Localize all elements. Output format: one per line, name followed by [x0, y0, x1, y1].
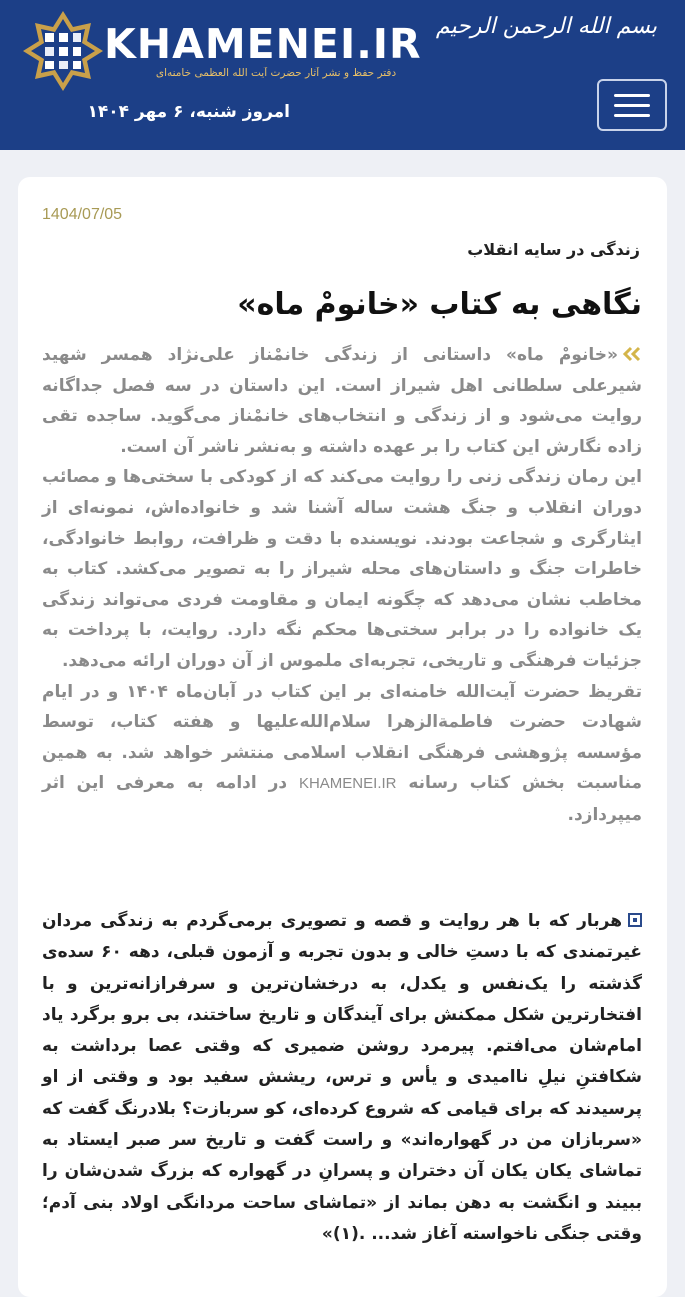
logo-subtitle: دفتر حفظ و نشر آثار حضرت آیت الله العظمی خامنه‌ای: [155, 67, 397, 79]
lead-text-3a: تقریظ حضرت آیت‌الله خامنه‌ای بر این کتاب در آبان‌ماه ۱۴۰۴ و در ایام شهادت حضرت فاطمةالزهرا سلام‌الله‌علیها و هفته کتاب، توسط مؤسسه پژوهشی فرهنگی انقلاب اسلامی منتشر خواهد شد. به همین مناسبت بخش کتاب رسانه: [42, 681, 643, 794]
lead-paragraph: این رمان زندگی زنی را روایت می‌کند که از کودکی با سختی‌ها و مصائب دوران انقلاب و جنگ هشت ساله آشنا شد و خانواده‌اش، نمونه‌ای از ایثارگری و شجاعت بودند. نویسنده با دقت و ظرافت، روابط خانوادگی، خاطرات جنگ و داستان‌های محله شیراز را به تصویر می‌کشد. کتاب به مخاطب نشان می‌دهد که چگونه ایمان و مقاومت فردی می‌تواند زندگی یک خانواده را در برابر سختی‌ها محکم نگه دارد. روایت، با پرداخت به جزئیات فرهنگی و تاریخی، تجربه‌ای ملموس از آن دوران ارائه می‌دهد.: [42, 467, 642, 671]
article-kicker: زندگی در سایه انقلاب: [467, 240, 640, 259]
lead-text-1: «خانومْ ماه» داستانی از زندگی خانمْناز علی‌نژاد همسر شهید شیرعلی سلطانی اهل شیراز است. این داستان در سه فصل جداگانه روایت می‌شود و از زندگی و انتخاب‌های خانمْناز می‌گوید. ساجده تقی زاده نگارش این کتاب را بر عهده داشته و به‌نشر ناشر آن است.: [42, 345, 642, 457]
today-date: امروز شنبه، ۶ مهر ۱۴۰۴: [87, 102, 290, 122]
hamburger-menu-icon: [614, 114, 650, 117]
body-text: هربار که با هر روایت و قصه و تصویری برمی‌گردم به زندگی مردان غیرتمندی که با دستِ خالی و بدون تجربه و آزمون قبلی، دهه ۶۰ سده‌ی گذشته را یک‌نفس و یکدل، به درخشان‌ترین و سرفرازانه‌ترین و با افتخارترین شکل ممکنش برای آیندگان و تاریخ ساختند، بی برو برگرد یاد امام‌شان می‌افتم. پیرمرد روشن ضمیری که وقتی عصا برداشت به شکافتنِ نیلِ ناامیدی و یأس و ترس، ریشش سفید بود و وقتی از او پرسیدند که برای قیامی که شروع کرده‌ای، کو سربازت؟ بلادرنگ گفت که «سربازان من در گهواره‌اند» و راست گفت و تاریخ سر صبر ایستاد به تماشای یکان یکان آن دختران و پسرانِ در گهواره که بزرگ شدن‌شان را ببیند و انگشت به دهن بماند از «تماشای ساحت مردانگی اولاد بنی آدم؛ وقتی جنگی ناخواسته آغاز شد... .(۱)»: [42, 911, 643, 1244]
logo-text[interactable]: KHAMENEI.IR: [104, 20, 422, 68]
lead-paragraph: [42, 677, 642, 831]
lead-text-3b: در ادامه به معرفی این اثر میپردازد.: [42, 773, 642, 825]
lead-paragraph: [42, 340, 642, 462]
khamenei-logo-icon[interactable]: [22, 10, 104, 92]
article-title: نگاهی به کتاب «خانومْ ماه»: [237, 287, 642, 322]
double-chevron-icon: [622, 346, 642, 362]
site-header: [0, 0, 685, 150]
hamburger-menu-icon: [614, 94, 650, 97]
menu-button[interactable]: [597, 79, 667, 131]
article-date: 1404/07/05: [42, 206, 123, 223]
square-bullet-icon: [628, 913, 642, 927]
khamenei-brand-text: KHAMENEI.IR: [298, 775, 397, 793]
hamburger-menu-icon: [614, 104, 650, 107]
article-body-paragraph: [42, 906, 642, 1250]
bismillah-calligraphy: بسم الله الرحمن الرحیم: [435, 14, 657, 39]
article-lead: [42, 340, 642, 831]
